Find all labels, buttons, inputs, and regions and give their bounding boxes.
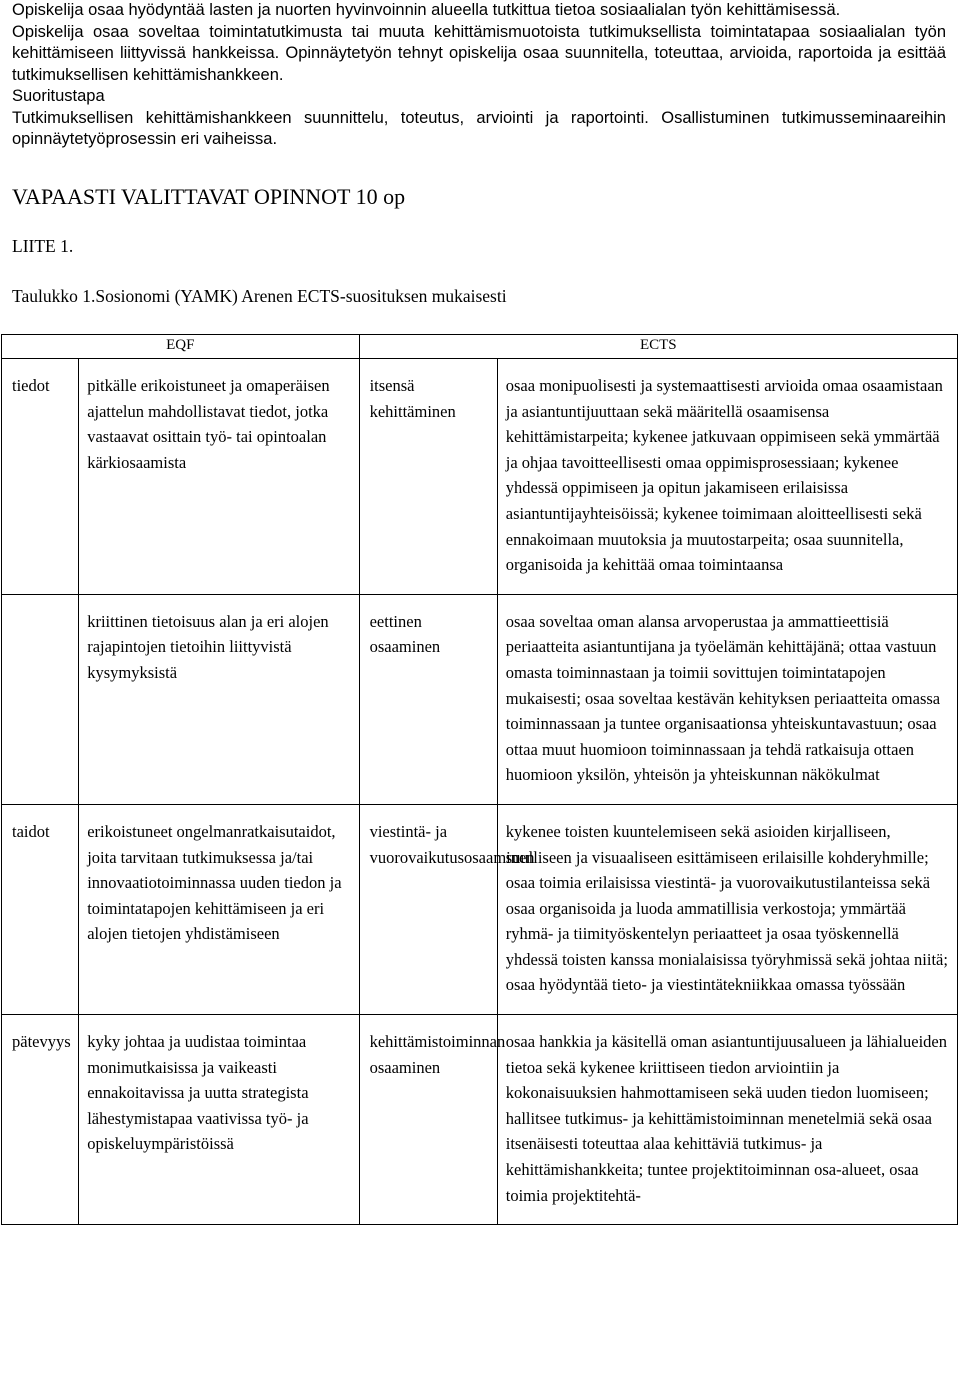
table-header-row: [2, 335, 958, 359]
eqf-cell: erikoistuneet ongelmanratkaisutaidot, joita tarvitaan tutkimuksessa ja/tai innovaatiotoiminnassa uuden tiedon ja toimintatapojen kehittämiseen ja eri alojen tietojen yhdistämiseen: [79, 804, 359, 1014]
eqf-cell: kriittinen tietoisuus alan ja eri alojen rajapintojen tietoihin liittyvistä kysymyksistä: [79, 594, 359, 804]
category-cell: pätevyys: [2, 1015, 79, 1225]
header-eqf: EQF: [2, 335, 360, 359]
header-ects: ECTS: [359, 335, 957, 359]
table-row: [2, 804, 958, 1014]
competence-cell: kehittämistoiminnan osaaminen: [359, 1015, 497, 1225]
ects-cell: kykenee toisten kuuntelemiseen sekä asioiden kirjalliseen, suulliseen ja visuaaliseen esittämiseen erilaisille kohderyhmille; osaa toimia erilaisissa viestintä- ja vuorovaikutustilanteissa sekä osaa organisoida ja luoda ammatillisia verkostoja; ymmärtää ryhmä- ja tiimityöskentelyn periaatteet ja osaa työskennellä yhdessä toisten kanssa monialaisissa työryhmissä sekä johtaa niitä; osaa hyödyntää tieto- ja viestintätekniikkaa omassa työssään: [497, 804, 957, 1014]
ects-cell: osaa hankkia ja käsitellä oman asiantuntijuusalueen ja lähialueiden tietoa sekä kykenee kriittiseen tiedon arviointiin ja kokonaisuuksien hahmottamiseen sekä uuden tiedon luomiseen; hallitsee tutkimus- ja kehittämistoiminnan menetelmiä sekä osaa itsenäisesti toteuttaa alaa kehittäviä tutkimus- ja kehittämishankkeita; tuntee projektitoiminnan osa-alueet, osaa toimia projektitehtä-: [497, 1015, 957, 1225]
intro-text: [12, 0, 946, 151]
table-row: [2, 1015, 958, 1225]
eqf-cell: pitkälle erikoistuneet ja omaperäisen ajattelun mahdollistavat tiedot, jotka vastaavat osittain työ- tai opintoalan kärkiosaamista: [79, 359, 359, 595]
table-row: [2, 359, 958, 595]
competence-cell: eettinen osaaminen: [359, 594, 497, 804]
ects-cell: osaa soveltaa oman alansa arvoperustaa ja ammattieettisiä periaatteita asiantuntijana ja työelämän kehittäjänä; ottaa vastuun omasta toiminnastaan ja toimii sovittujen toimintatapojen mukaisesti; osaa soveltaa kestävän kehityksen periaatteita omassa toiminnassaan ja tuntee organisaationsa yhteiskuntavastuun; osaa ottaa muut huomioon toiminnassaan ja tehdä ratkaisuja ottaen huomioon yksilön, yhteisön ja yhteiskunnan näkökulmat: [497, 594, 957, 804]
category-cell: [2, 594, 79, 804]
suoritustapa-text: Tutkimuksellisen kehittämishankkeen suunnittelu, toteutus, arviointi ja raportointi. Osallistuminen tutkimusseminaareihin opinnäytetyöprosessin eri vaiheissa.: [12, 108, 946, 148]
section-heading: VAPAASTI VALITTAVAT OPINNOT 10 op: [12, 184, 406, 209]
category-cell: tiedot: [2, 359, 79, 595]
competence-cell: itsensä kehittäminen: [359, 359, 497, 595]
ects-table: [1, 334, 958, 1225]
ects-cell: osaa monipuolisesti ja systemaattisesti arvioida omaa osaamistaan ja asiantuntijuuttaan sekä määritellä osaamisensa kehittämistarpeita; kykenee jatkuvaan oppimiseen sekä ymmärtää ja ohjaa tavoitteellisesti omaa oppimisprosessiaan; kykenee yhdessä oppimiseen ja opitun jakamiseen erilaisissa asiantuntijayhteisöissä; kykenee toimimaan aloitteellisesti sekä ennakoimaan muutoksia ja muutostarpeita; osaa suunnitella, organisoida ja kehittää omaa toimintaansa: [497, 359, 957, 595]
intro-line-1: Opiskelija osaa hyödyntää lasten ja nuorten hyvinvoinnin alueella tutkittua tietoa sosiaalialan työn kehittämisessä.: [12, 1, 841, 19]
table-caption: Taulukko 1.Sosionomi (YAMK) Arenen ECTS-suosituksen mukaisesti: [12, 286, 507, 306]
intro-paragraph-2: Opiskelija osaa soveltaa toimintatutkimusta tai muuta kehittämismuotoista tutkimuksellista toimintatapaa sosiaalialan työn kehittämiseen liittyvissä hankkeissa. Opinnäytetyön tehnyt opiskelija osaa suunnitella, toteuttaa, arvioida, raportoida ja esittää tutkimuksellisen kehittämishankkeen.: [12, 22, 946, 84]
category-cell: taidot: [2, 804, 79, 1014]
suoritustapa-label: Suoritustapa: [12, 87, 105, 105]
eqf-cell: kyky johtaa ja uudistaa toimintaa monimutkaisissa ja vaikeasti ennakoitavissa ja uutta strategista lähestymistapaa vaativissa työ- ja opiskeluympäristöissä: [79, 1015, 359, 1225]
appendix-label: LIITE 1.: [12, 236, 74, 256]
table-row: [2, 594, 958, 804]
competence-cell: viestintä- ja vuorovaikutusosaaminen: [359, 804, 497, 1014]
